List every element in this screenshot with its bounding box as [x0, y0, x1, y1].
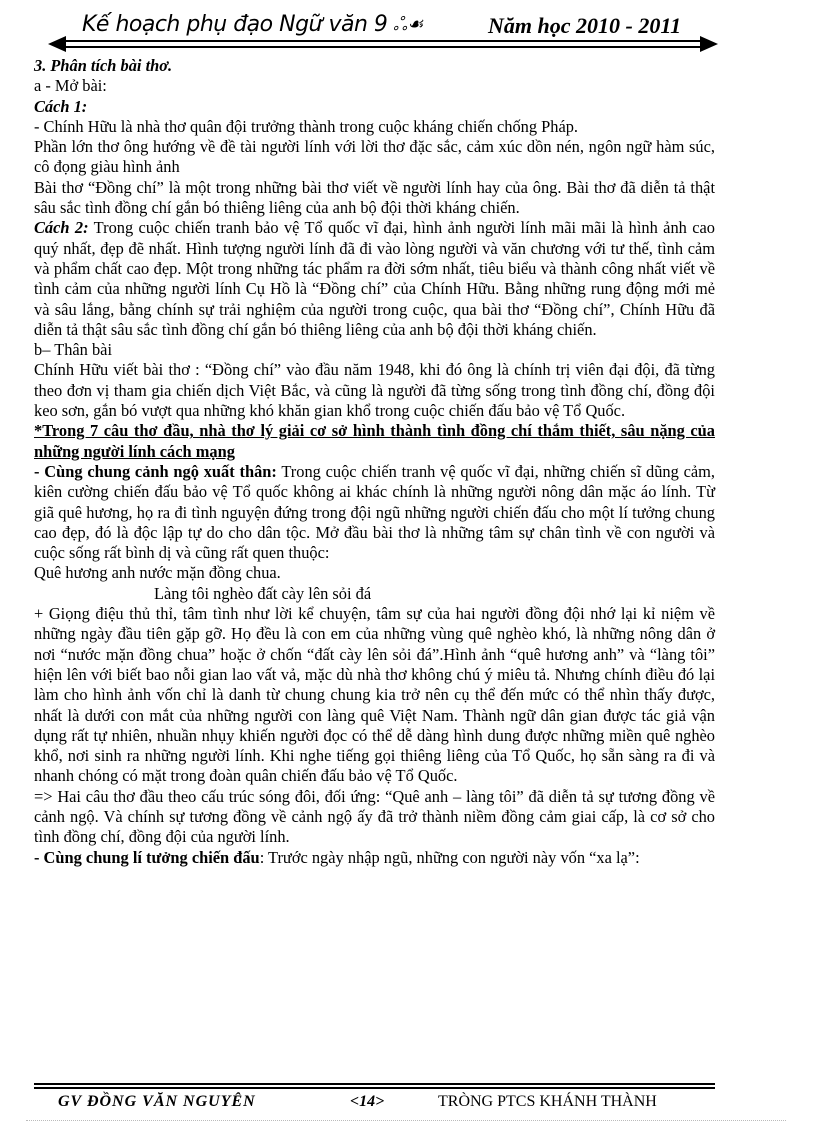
- footer-rule: [34, 1083, 715, 1091]
- paragraph-ideal: [34, 848, 715, 868]
- bottom-dotted-line: [26, 1120, 786, 1121]
- page-header: [48, 10, 718, 54]
- approach-2-label: Cách 2:: [34, 218, 89, 238]
- header-title: Kế hoạch phụ đạo Ngữ văn 9: [82, 12, 388, 37]
- paragraph: Phần lớn thơ ông hướng về đề tài người lính với lời thơ đặc sắc, cảm xúc dồn nén, ngôn ngữ hàm súc, cô đọng giàu hình ảnh: [34, 137, 715, 177]
- header-school-year: Năm học 2010 - 2011: [488, 13, 682, 38]
- header-ornament: ஃ☙: [393, 14, 424, 35]
- origin-label: - Cùng chung cảnh ngộ xuất thân:: [34, 461, 277, 481]
- ideal-text: : Trước ngày nhập ngũ, những con người này vốn “xa lạ”:: [259, 847, 640, 867]
- poem-line-1: Quê hương anh nước mặn đồng chua.: [34, 563, 281, 583]
- paragraph: - Chính Hữu là nhà thơ quân đội trưởng thành trong cuộc kháng chiến chống Pháp.: [34, 116, 579, 136]
- paragraph-origin: [34, 462, 715, 563]
- header-double-arrow: [48, 36, 718, 52]
- bold-heading: *Trong 7 câu thơ đầu, nhà thơ lý giải cơ sở hình thành tình đồng chí thắm thiết, sâu nặng của những người lính cách mạng: [34, 421, 715, 461]
- paragraph: Chính Hữu viết bài thơ : “Đồng chí” vào đầu năm 1948, khi đó ông là chính trị viên đại đội, đã từng theo đơn vị tham gia chiến dịch Việt Bắc, và cũng là người đã từng sống trong tình đồng chí, đồng đội keo sơn, gắn bó vượt qua những khó khăn gian khổ trong cuộc chiến đấu bảo vệ Tổ Quốc.: [34, 360, 715, 421]
- poem-line-2: Làng tôi nghèo đất cày lên sỏi đá: [154, 583, 372, 603]
- section-heading: 3. Phân tích bài thơ.: [34, 56, 173, 75]
- approach-1-label: Cách 1:: [34, 96, 88, 116]
- paragraph: Bài thơ “Đồng chí” là một trong những bài thơ viết về người lính hay của ông. Bài thơ đã diễn tả thật sâu sắc tình đồng chí gắn bó thiêng liêng của anh bộ đội thời kháng chiến.: [34, 177, 715, 218]
- paragraph-approach-2: [34, 218, 715, 340]
- page-footer: [34, 1093, 715, 1117]
- paragraph: => Hai câu thơ đầu theo cấu trúc sóng đôi, đối ứng: “Quê anh – làng tôi” đã diễn tả sự tương đồng về cảnh ngộ. Và chính sự tương đồng về cảnh ngộ ấy đã trở thành niềm đồng cảm giai cấp, là cơ sở cho tình đồng chí, đồng đội của người lính.: [34, 786, 715, 847]
- paragraph: + Giọng điệu thủ thỉ, tâm tình như lời kể chuyện, tâm sự của hai người đồng đội nhớ lại kỉ niệm về những ngày đầu tiên gặp gỡ. Họ đều là con em của những vùng quê nghèo khó, là những nông dân ở nơi “nước mặn đồng chua” hoặc ở chốn “đất cày lên sỏi đá”.Hình ảnh “quê hương anh” và “làng tôi” hiện lên với biết bao nỗi gian lao vất vả, mặc dù nhà thơ không chú ý miêu tả. Nhưng chính điều đó lại làm cho hình ảnh vốn chỉ là danh từ chung chung kia trở nên cụ thể đến mức có thể nhìn thấy được, nhất là dưới con mắt của những người con làng quê Việt Nam. Thành ngữ dân gian được tác giả vận dụng rất tự nhiên, nhuần nhụy khiến người đọc có thể dễ dàng hình dung được những miền quê nghèo khổ, nơi sinh ra những người lính. Khi nghe tiếng gọi thiêng liêng của Tổ Quốc, họ sẵn sàng ra đi và nhanh chóng có mặt trong đoàn quân chiến đấu bảo vệ Tổ Quốc.: [34, 604, 715, 786]
- approach-2-text: Trong cuộc chiến tranh bảo vệ Tổ quốc vĩ đại, hình ảnh người lính mãi mãi là hình ảnh cao quý nhất, đẹp đẽ nhất. Hình tượng người lính đã đi vào lòng người và văn chương với tư thế, tình cảm và phẩm chất cao đẹp. Một trong những tác phẩm ra đời sớm nhất, tiêu biểu và thành công nhất viết về tình cảm của những người lính Cụ Hồ là “Đồng chí” của Chính Hữu. Bằng những rung động mới mẻ và sâu lắng, bằng chính sự trải nghiệm của người trong cuộc, qua bài thơ “Đồng chí”, Chính Hữu đã diễn tả thật sâu sắc tình đồng chí gắn bó thiêng liêng của anh bộ đội thời kháng chiến.: [34, 218, 715, 339]
- footer-school: TRÒNG PTCS KHÁNH THÀNH: [438, 1093, 657, 1110]
- origin-text: Trong cuộc chiến tranh vệ quốc vĩ đại, những chiến sĩ dũng cảm, kiên cường chiến đấu bảo vệ Tổ quốc không ai khác chính là những người nông dân mặc áo lính. Từ giã quê hương, họ ra đi tình nguyện đứng trong đội ngũ những người chiến đấu cho một lí tưởng chung cao đẹp, đó là độc lập tự do cho dân tộc. Mở đầu bài thơ là những tâm sự chân tình về con người và cuộc sống rất bình dị và cũng rất quen thuộc:: [34, 461, 716, 563]
- subsection-body: b– Thân bài: [34, 340, 112, 360]
- document-body: [34, 56, 715, 868]
- subsection-open: a - Mở bài:: [34, 76, 107, 96]
- footer-page-number: <14>: [350, 1093, 385, 1110]
- footer-teacher: GV ĐỒNG VĂN NGUYÊN: [58, 1093, 256, 1110]
- ideal-label: - Cùng chung lí tưởng chiến đấu: [34, 847, 260, 867]
